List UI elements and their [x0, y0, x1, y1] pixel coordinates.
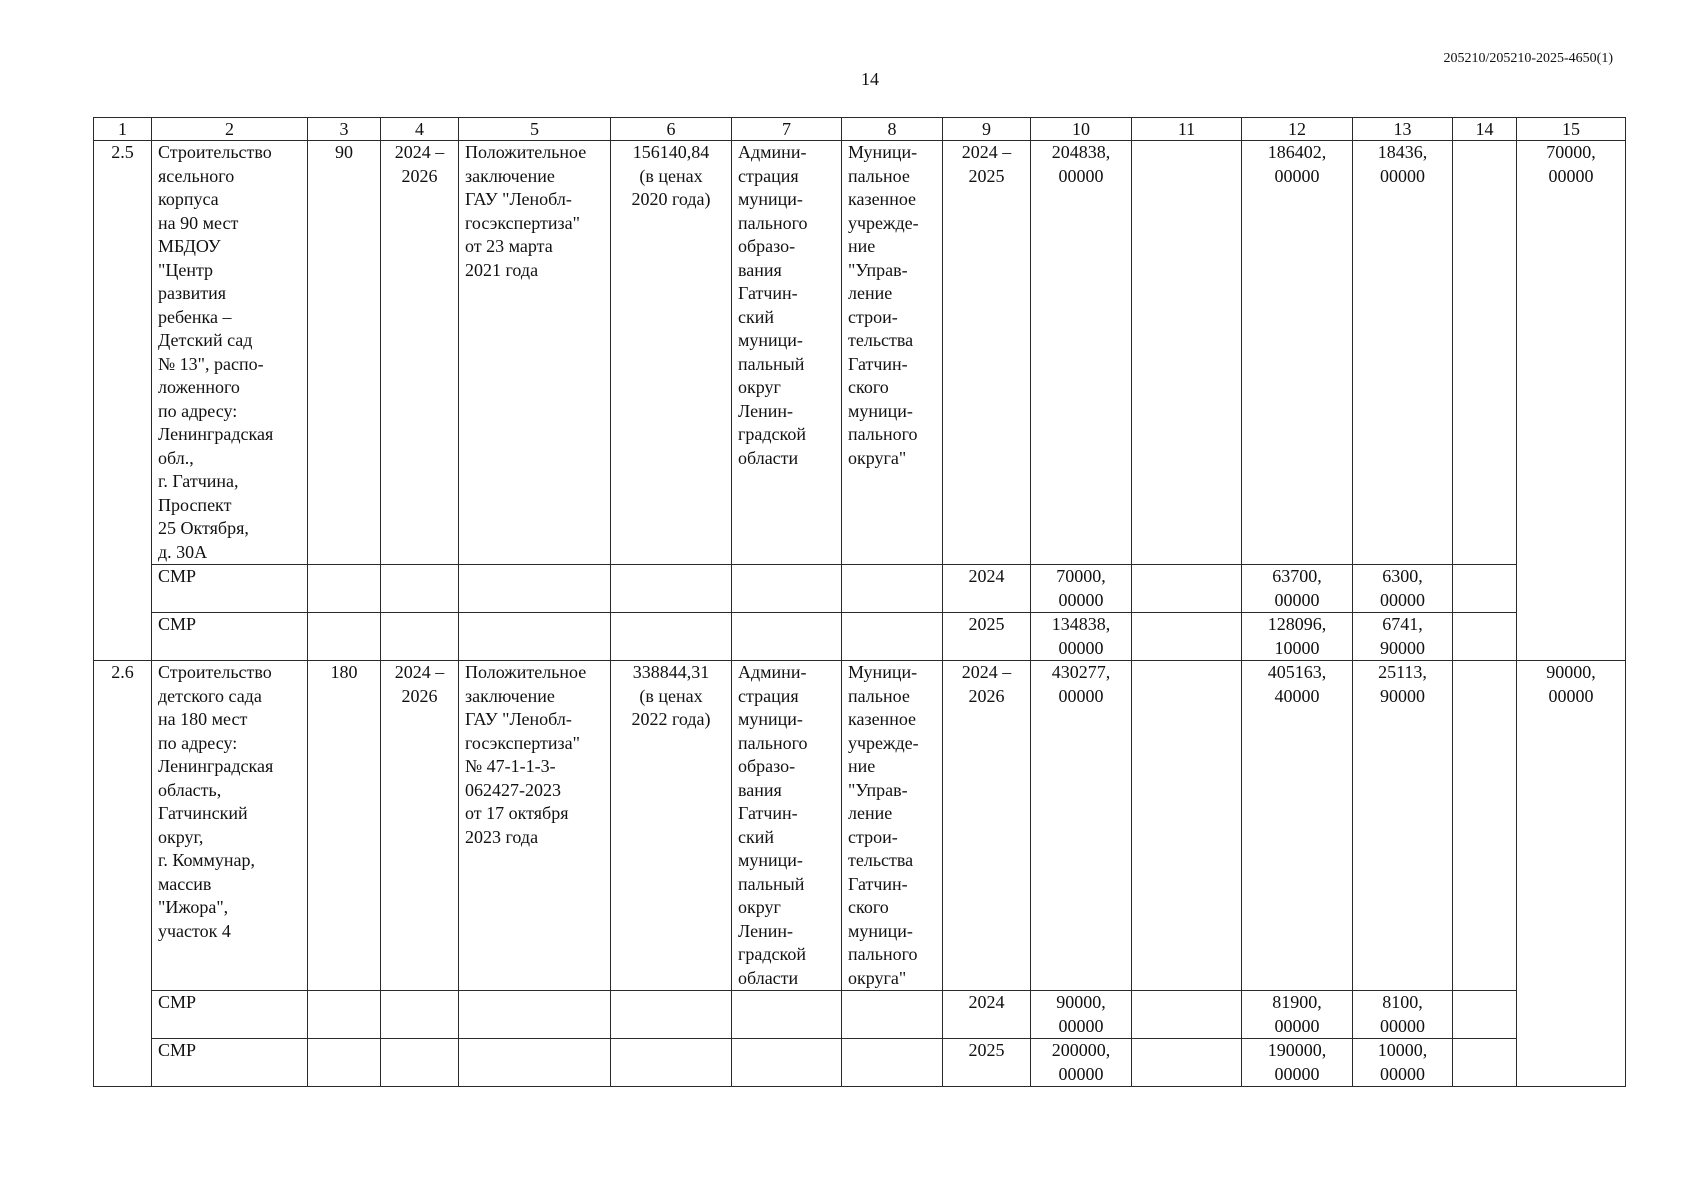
- col15-cell: 90000, 00000: [1517, 661, 1626, 1087]
- document-id: 205210/205210-2025-4650(1): [1443, 51, 1613, 66]
- row-number-cell: 2.5: [94, 141, 152, 661]
- subrow-col12: 81900, 00000: [1242, 991, 1353, 1039]
- subrow-total: 70000, 00000: [1031, 565, 1132, 613]
- page-number: 14: [861, 69, 879, 89]
- column-header: 6: [611, 118, 732, 141]
- empty-cell: [459, 565, 611, 613]
- col13-cell: 25113, 90000: [1353, 661, 1453, 991]
- col12-cell: 186402, 00000: [1242, 141, 1353, 565]
- subrow-col12: 63700, 00000: [1242, 565, 1353, 613]
- col11-cell: [1132, 141, 1242, 565]
- empty-cell: [611, 613, 732, 661]
- empty-cell: [1453, 1039, 1517, 1087]
- period-cell: 2024 – 2026: [381, 661, 459, 991]
- empty-cell: [459, 991, 611, 1039]
- table-row: [94, 141, 1626, 565]
- empty-cell: [381, 991, 459, 1039]
- developer-cell: Муници- пальное казенное учрежде- ние "Управ- ление строи- тельства Гатчин- ского муници- пального округа": [842, 141, 943, 565]
- column-header: 9: [943, 118, 1031, 141]
- total-cell: 204838, 00000: [1031, 141, 1132, 565]
- empty-cell: [732, 565, 842, 613]
- empty-cell: [611, 991, 732, 1039]
- empty-cell: [1453, 565, 1517, 613]
- subrow-col12: 190000, 00000: [1242, 1039, 1353, 1087]
- column-header: 7: [732, 118, 842, 141]
- customer-cell: Админи- страция муници- пального образо- вания Гатчин- ский муници- пальный округ Ленин- градской области: [732, 141, 842, 565]
- table-row: [94, 661, 1626, 991]
- empty-cell: [1132, 991, 1242, 1039]
- table-subrow: [94, 991, 1626, 1039]
- capacity-cell: 180: [308, 661, 381, 991]
- subrow-col13: 10000, 00000: [1353, 1039, 1453, 1087]
- table-subrow: [94, 565, 1626, 613]
- capacity-cell: 90: [308, 141, 381, 565]
- column-header: 5: [459, 118, 611, 141]
- empty-cell: [842, 613, 943, 661]
- empty-cell: [732, 991, 842, 1039]
- empty-cell: [1132, 1039, 1242, 1087]
- cost-cell: 156140,84 (в ценах 2020 года): [611, 141, 732, 565]
- empty-cell: [308, 565, 381, 613]
- subrow-year: 2025: [943, 613, 1031, 661]
- empty-cell: [842, 565, 943, 613]
- object-name-cell: Строительство ясельного корпуса на 90 мест МБДОУ "Центр развития ребенка – Детский сад № 13", распо- ложенного по адресу: Ленинградская обл., г. Гатчина, Проспект 25 Октября, д. 30А: [152, 141, 308, 565]
- empty-cell: [459, 613, 611, 661]
- years-cell: 2024 – 2025: [943, 141, 1031, 565]
- subrow-total: 90000, 00000: [1031, 991, 1132, 1039]
- object-name-cell: Строительство детского сада на 180 мест по адресу: Ленинградская область, Гатчинский округ, г. Коммунар, массив "Ижора", участок 4: [152, 661, 308, 991]
- subrow-col13: 8100, 00000: [1353, 991, 1453, 1039]
- column-header: 14: [1453, 118, 1517, 141]
- column-header: 12: [1242, 118, 1353, 141]
- empty-cell: [308, 1039, 381, 1087]
- col12-cell: 405163, 40000: [1242, 661, 1353, 991]
- col11-cell: [1132, 661, 1242, 991]
- empty-cell: [1132, 613, 1242, 661]
- column-header: 11: [1132, 118, 1242, 141]
- empty-cell: [308, 991, 381, 1039]
- subrow-year: 2025: [943, 1039, 1031, 1087]
- column-header: 10: [1031, 118, 1132, 141]
- empty-cell: [842, 1039, 943, 1087]
- period-cell: 2024 – 2026: [381, 141, 459, 565]
- col14-cell: [1453, 661, 1517, 991]
- subrow-label: СМР: [152, 991, 308, 1039]
- empty-cell: [732, 613, 842, 661]
- customer-cell: Админи- страция муници- пального образо- вания Гатчин- ский муници- пальный округ Ленин- градской области: [732, 661, 842, 991]
- empty-cell: [381, 565, 459, 613]
- empty-cell: [611, 565, 732, 613]
- table-subrow: [94, 613, 1626, 661]
- table-header-row: [94, 118, 1626, 141]
- subrow-col13: 6300, 00000: [1353, 565, 1453, 613]
- years-cell: 2024 – 2026: [943, 661, 1031, 991]
- empty-cell: [308, 613, 381, 661]
- subrow-total: 134838, 00000: [1031, 613, 1132, 661]
- empty-cell: [459, 1039, 611, 1087]
- cost-cell: 338844,31 (в ценах 2022 года): [611, 661, 732, 991]
- column-header: 3: [308, 118, 381, 141]
- col13-cell: 18436, 00000: [1353, 141, 1453, 565]
- column-header: 15: [1517, 118, 1626, 141]
- empty-cell: [842, 991, 943, 1039]
- developer-cell: Муници- пальное казенное учрежде- ние "Управ- ление строи- тельства Гатчин- ского муници- пального округа": [842, 661, 943, 991]
- empty-cell: [1132, 565, 1242, 613]
- empty-cell: [381, 613, 459, 661]
- subrow-col12: 128096, 10000: [1242, 613, 1353, 661]
- col14-cell: [1453, 141, 1517, 565]
- empty-cell: [1453, 613, 1517, 661]
- column-header: 8: [842, 118, 943, 141]
- empty-cell: [732, 1039, 842, 1087]
- subrow-label: СМР: [152, 565, 308, 613]
- column-header: 1: [94, 118, 152, 141]
- subrow-label: СМР: [152, 613, 308, 661]
- total-cell: 430277, 00000: [1031, 661, 1132, 991]
- column-header: 2: [152, 118, 308, 141]
- row-number-cell: 2.6: [94, 661, 152, 1087]
- column-header: 13: [1353, 118, 1453, 141]
- empty-cell: [611, 1039, 732, 1087]
- subrow-total: 200000, 00000: [1031, 1039, 1132, 1087]
- expertise-cell: Положительное заключение ГАУ "Ленобл- госэкспертиза" от 23 марта 2021 года: [459, 141, 611, 565]
- column-header: 4: [381, 118, 459, 141]
- subrow-col13: 6741, 90000: [1353, 613, 1453, 661]
- empty-cell: [1453, 991, 1517, 1039]
- subrow-year: 2024: [943, 565, 1031, 613]
- expertise-cell: Положительное заключение ГАУ "Ленобл- госэкспертиза" № 47-1-1-3- 062427-2023 от 17 октября 2023 года: [459, 661, 611, 991]
- subrow-year: 2024: [943, 991, 1031, 1039]
- table-subrow: [94, 1039, 1626, 1087]
- investment-table: [93, 117, 1626, 1087]
- empty-cell: [381, 1039, 459, 1087]
- subrow-label: СМР: [152, 1039, 308, 1087]
- col15-cell: 70000, 00000: [1517, 141, 1626, 661]
